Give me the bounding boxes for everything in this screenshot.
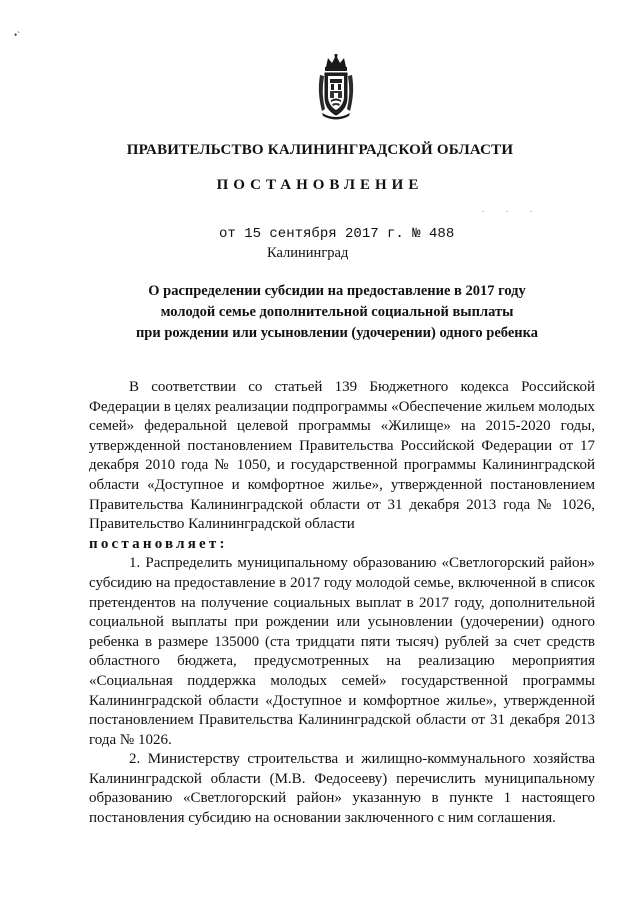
scan-stray-marks: . . .: [482, 205, 542, 214]
decree-word: постановляет:: [89, 535, 228, 552]
item-2-paragraph: 2. Министерству строительства и жилищно-коммунального хозяйства Калининградской области (М.В. Федосееву) перечислить муниципальному образованию «Светлогорский район» указанную в пункте 1 настоящего постановления субсидию на основании заключенного с ним соглашения.: [89, 751, 595, 827]
title-line: при рождении или усыновлении (удочерении) одного ребенка: [135, 325, 539, 341]
document-body: [89, 378, 595, 829]
document-type-heading: ПОСТАНОВЛЕНИЕ: [216, 177, 424, 193]
coat-of-arms-emblem: [316, 53, 356, 121]
title-line: молодой семье дополнительной социальной выплаты: [160, 304, 514, 320]
scan-speck: •`: [14, 30, 21, 40]
item-1-paragraph: 1. Распределить муниципальному образованию «Светлогорский район» субсидию на предоставление в 2017 году молодой семье, включенной в список претендентов на получение социальных выплат в 2017 году, дополнительной социальной выплаты при рождении или усыновлении (удочерении) одного ребенка в размере 135000 (ста тридцати пяти тысяч) рублей за счет средств областного бюджета, предусмотренных на реализацию мероприятия «Социальная поддержка молодых семей» государственной программы Калининградской области «Доступное и комфортное жилье», утвержденной постановлением Правительства Калининградской области от 31 декабря 2013 года № 1026.: [89, 555, 595, 748]
document-date-number: от 15 сентября 2017 г. № 488: [219, 226, 455, 242]
preamble-paragraph: В соответствии со статьей 139 Бюджетного кодекса Российской Федерации в целях реализации подпрограммы «Обеспечение жильем молодых семей» федеральной целевой программы «Жилище» на 2015-2020 годы, утвержденной постановлением Правительства Российской Федерации от 17 декабря 2010 года № 1050, и государственной программы Калининградской области «Доступное и комфортное жилье», утвержденной постановлением Правительства Калининградской области от 31 декабря 2013 года № 1026, Правительство Калининградской области: [89, 379, 595, 533]
government-heading: ПРАВИТЕЛЬСТВО КАЛИНИНГРАДСКОЙ ОБЛАСТИ: [126, 142, 514, 158]
document-title: [100, 281, 574, 344]
document-city: Калининград: [267, 245, 349, 261]
title-line: О распределении субсидии на предоставление в 2017 году: [148, 283, 526, 299]
